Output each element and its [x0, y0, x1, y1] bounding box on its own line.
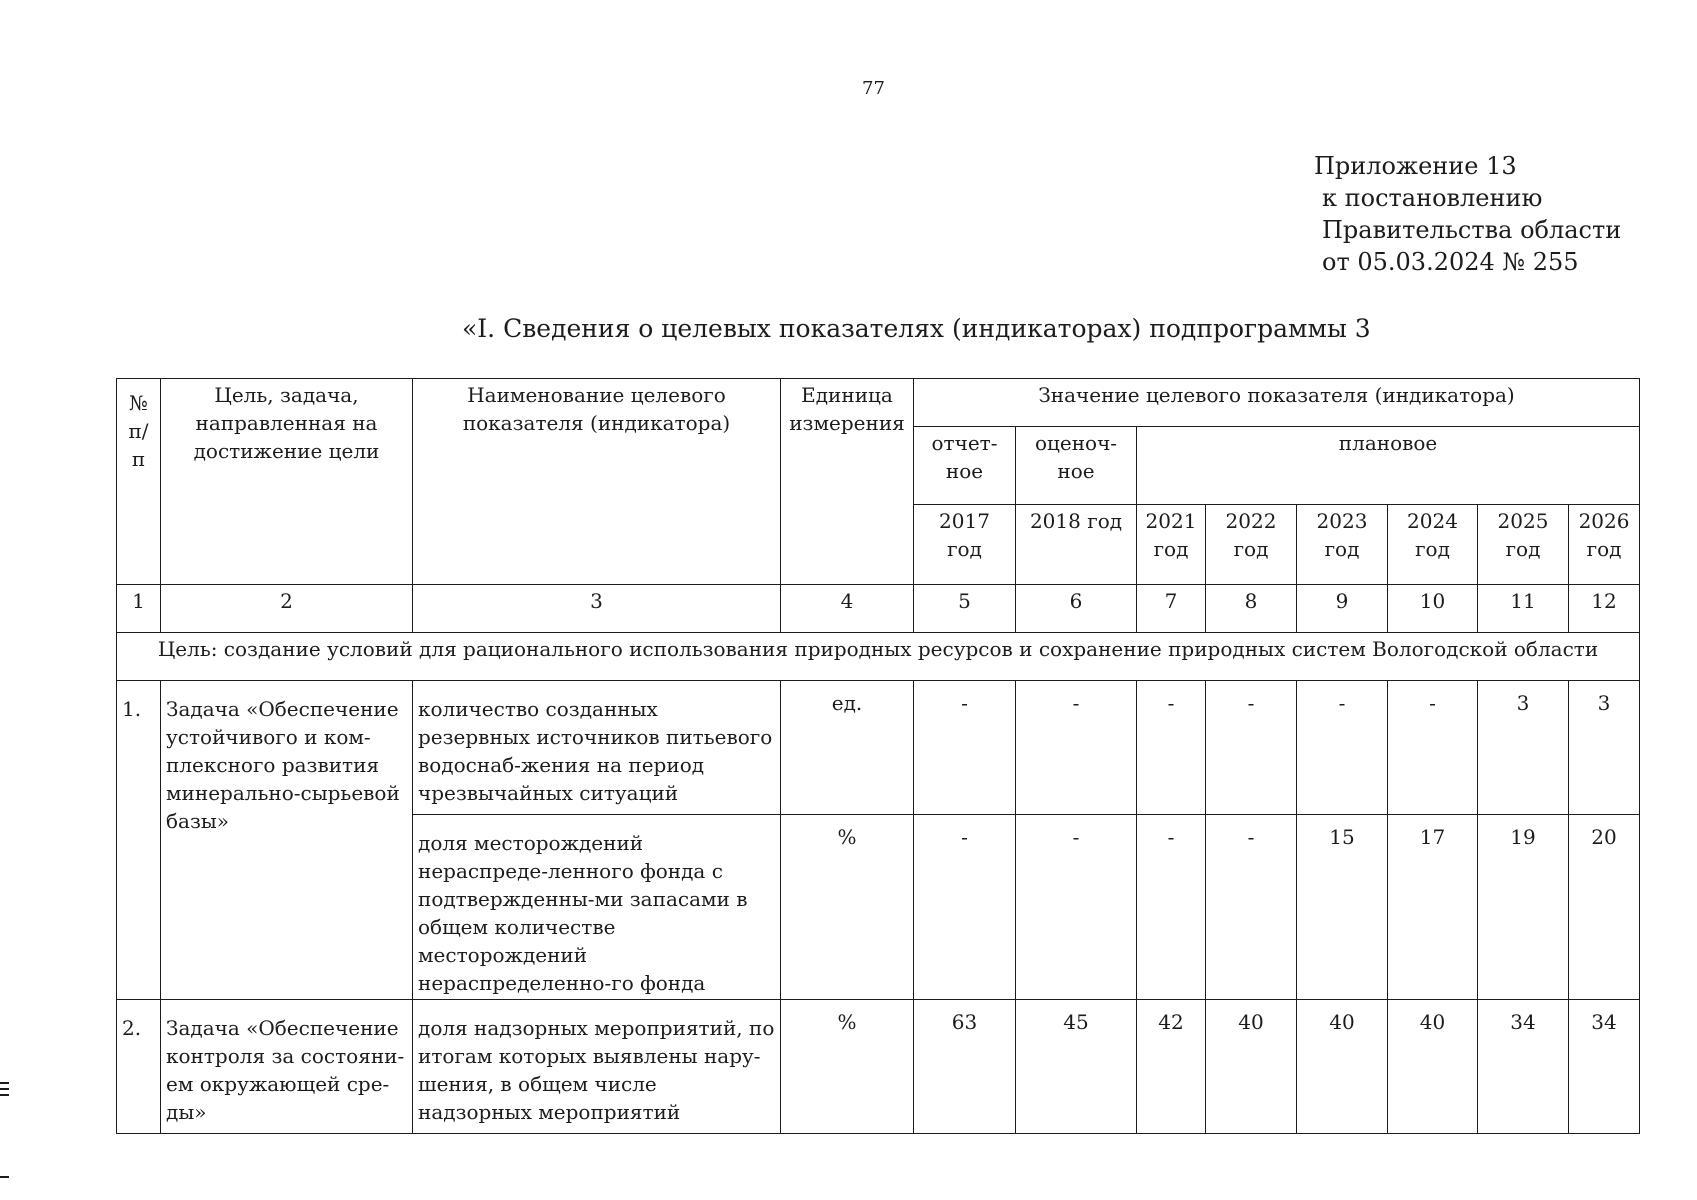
column-number: 12 [1569, 585, 1640, 633]
column-number: 7 [1137, 585, 1206, 633]
value-cell: 45 [1016, 1000, 1137, 1134]
column-number: 1 [117, 585, 161, 633]
value-cell: 34 [1478, 1000, 1569, 1134]
header-year-2024: 2024 год [1388, 505, 1478, 585]
header-year-2023: 2023 год [1297, 505, 1388, 585]
header-num: № п/ п [117, 379, 161, 585]
header-indicator-name: Наименование целевого показателя (индикатора) [413, 379, 781, 585]
column-number: 3 [413, 585, 781, 633]
value-cell: - [1206, 815, 1297, 1000]
page-number: 77 [862, 78, 885, 99]
value-cell: 20 [1569, 815, 1640, 1000]
header-year-2021: 2021 год [1137, 505, 1206, 585]
margin-mark [0, 1094, 9, 1096]
goal-text: Цель: создание условий для рационального использования природных ресурсов и сохранение природных систем Вологодской области [117, 633, 1640, 681]
column-number: 8 [1206, 585, 1297, 633]
indicator-unit: % [781, 815, 914, 1000]
value-cell: - [1297, 681, 1388, 815]
header-year-2026: 2026 год [1569, 505, 1640, 585]
appendix-line-4: от 05.03.2024 № 255 [1322, 248, 1579, 276]
value-cell: 40 [1388, 1000, 1478, 1134]
value-cell: - [1137, 815, 1206, 1000]
column-number: 10 [1388, 585, 1478, 633]
appendix-line-3: Правительства области [1322, 216, 1622, 244]
indicator-unit: % [781, 1000, 914, 1134]
margin-mark [0, 1176, 9, 1178]
indicators-table [116, 378, 1640, 1134]
value-cell: 42 [1137, 1000, 1206, 1134]
column-number: 5 [914, 585, 1016, 633]
header-row-1 [117, 379, 1640, 427]
appendix-line-1: Приложение 13 [1314, 152, 1517, 180]
value-cell: - [1016, 815, 1137, 1000]
column-number: 9 [1297, 585, 1388, 633]
margin-mark [0, 1088, 9, 1090]
value-cell: - [1137, 681, 1206, 815]
header-estimated: оценоч-ное [1016, 427, 1137, 505]
value-cell: - [914, 815, 1016, 1000]
value-cell: 17 [1388, 815, 1478, 1000]
task-number: 2. [117, 1000, 161, 1134]
task-text: Задача «Обеспечение устойчивого и ком-плексного развития минерально-сырьевой базы» [161, 681, 413, 1000]
column-number-row [117, 585, 1640, 633]
value-cell: 40 [1206, 1000, 1297, 1134]
header-year-2025: 2025 год [1478, 505, 1569, 585]
margin-mark [0, 1082, 9, 1084]
header-goal-task: Цель, задача, направленная на достижение цели [161, 379, 413, 585]
value-cell: 63 [914, 1000, 1016, 1134]
indicator-unit: ед. [781, 681, 914, 815]
appendix-line-2: к постановлению [1322, 184, 1543, 212]
column-number: 2 [161, 585, 413, 633]
header-unit: Единица измерения [781, 379, 914, 585]
value-cell: - [1388, 681, 1478, 815]
indicator-name: доля надзорных мероприятий, по итогам которых выявлены нару-шения, в общем числе надзорных мероприятий [413, 1000, 781, 1134]
task-number: 1. [117, 681, 161, 1000]
column-number: 6 [1016, 585, 1137, 633]
header-year-2022: 2022 год [1206, 505, 1297, 585]
task-text: Задача «Обеспечение контроля за состояни-ем окружающей сре-ды» [161, 1000, 413, 1134]
value-cell: - [914, 681, 1016, 815]
column-number: 11 [1478, 585, 1569, 633]
value-cell: 3 [1478, 681, 1569, 815]
document-title: «I. Сведения о целевых показателях (индикаторах) подпрограммы 3 [462, 314, 1371, 343]
table-row [117, 1000, 1640, 1134]
table-row [117, 681, 1640, 815]
value-cell: 15 [1297, 815, 1388, 1000]
header-value-group: Значение целевого показателя (индикатора) [914, 379, 1640, 427]
value-cell: 40 [1297, 1000, 1388, 1134]
header-year-2018: 2018 год [1016, 505, 1137, 585]
header-planned: плановое [1137, 427, 1640, 505]
value-cell: - [1016, 681, 1137, 815]
value-cell: - [1206, 681, 1297, 815]
goal-row [117, 633, 1640, 681]
header-reported: отчет-ное [914, 427, 1016, 505]
value-cell: 19 [1478, 815, 1569, 1000]
appendix-block [1314, 150, 1621, 278]
header-year-2017: 2017 год [914, 505, 1016, 585]
indicator-name: доля месторождений нераспреде-ленного фонда с подтвержденны-ми запасами в общем количестве месторождений нераспределенно-го фонда [413, 815, 781, 1000]
indicator-name: количество созданных резервных источников питьевого водоснаб-жения на период чрезвычайных ситуаций [413, 681, 781, 815]
value-cell: 34 [1569, 1000, 1640, 1134]
column-number: 4 [781, 585, 914, 633]
value-cell: 3 [1569, 681, 1640, 815]
